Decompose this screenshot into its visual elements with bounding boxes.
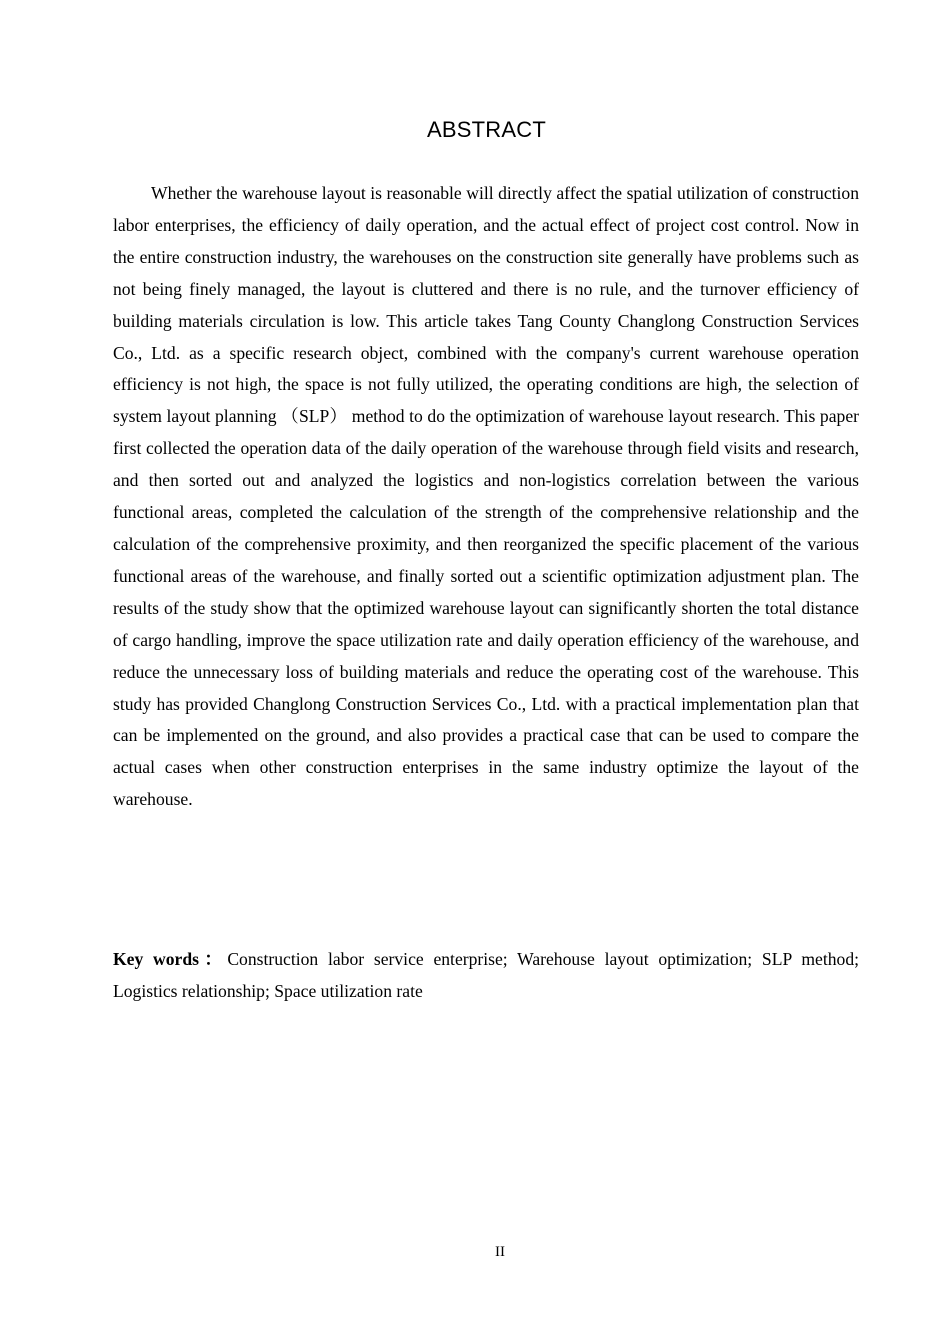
keywords-text: Construction labor service enterprise; Warehouse layout optimization; SLP method; Logistics relationship; Space utilization rate	[113, 949, 859, 1001]
keywords-label: Key words：	[113, 949, 228, 969]
page-title: ABSTRACT	[427, 117, 546, 142]
page-number: II	[495, 1244, 505, 1260]
keywords-paragraph	[113, 944, 859, 1008]
abstract-paragraph: Whether the warehouse layout is reasonable will directly affect the spatial utilization of construction labor enterprises, the efficiency of daily operation, and the actual effect of project cost control. Now in the entire construction industry, the warehouses on the construction site generally have problems such as not being finely managed, the layout is cluttered and there is no rule, and the turnover efficiency of building materials circulation is low. This article takes Tang County Changlong Construction Services Co., Ltd. as a specific research object, combined with the company's current warehouse operation efficiency is not high, the space is not fully utilized, the operating conditions are high, the selection of system layout planning （SLP） method to do the optimization of warehouse layout research. This paper first collected the operation data of the daily operation of the warehouse through field visits and research, and then sorted out and analyzed the logistics and non-logistics correlation between the various functional areas, completed the calculation of the strength of the comprehensive relationship and the calculation of the comprehensive proximity, and then reorganized the specific placement of the various functional areas of the warehouse, and finally sorted out a scientific optimization adjustment plan. The results of the study show that the optimized warehouse layout can significantly shorten the total distance of cargo handling, improve the space utilization rate and daily operation efficiency of the warehouse, and reduce the unnecessary loss of building materials and reduce the operating cost of the warehouse. This study has provided Changlong Construction Services Co., Ltd. with a practical implementation plan that can be implemented on the ground, and also provides a practical case that can be used to compare the actual cases when other construction enterprises in the same industry optimize the layout of the warehouse.	[113, 183, 859, 810]
